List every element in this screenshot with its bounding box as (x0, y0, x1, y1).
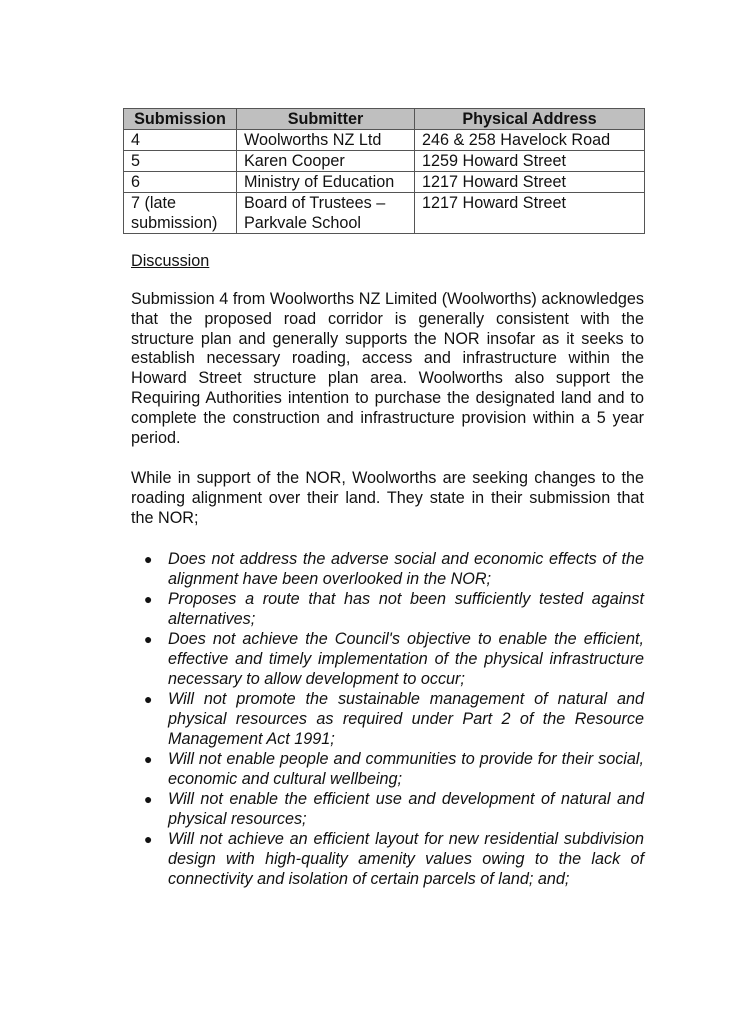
column-header-submission: Submission (124, 109, 237, 130)
list-item (131, 589, 644, 629)
list-item (131, 789, 644, 829)
address-cell: 1259 Howard Street (415, 151, 645, 172)
discussion-paragraph: While in support of the NOR, Woolworths are seeking changes to the roading alignment over their land. They state in their submission that the NOR; (131, 469, 644, 527)
list-item-text: Will not achieve an efficient layout for new residential subdivision design with high-quality amenity values owing to the lack of connectivity and isolation of certain parcels of land; and; (168, 830, 644, 888)
address-cell: 246 & 258 Havelock Road (415, 130, 645, 151)
address-cell: 1217 Howard Street (415, 172, 645, 193)
list-item (131, 829, 644, 889)
submission-number-cell: 6 (124, 172, 237, 193)
list-item (131, 749, 644, 789)
discussion-heading: Discussion (131, 252, 210, 270)
submitter-cell: Woolworths NZ Ltd (237, 130, 415, 151)
list-item-text: Proposes a route that has not been sufficiently tested against alternatives; (168, 590, 644, 628)
list-item-text: Does not address the adverse social and economic effects of the alignment have been overlooked in the NOR; (168, 550, 644, 588)
bullet-icon: ● (144, 791, 153, 807)
bullet-icon: ● (144, 591, 153, 607)
submitter-cell: Ministry of Education (237, 172, 415, 193)
list-item-text: Does not achieve the Council's objective to enable the efficient, effective and timely implementation of the physical infrastructure necessary to allow development to occur; (168, 630, 644, 688)
list-item-text: Will not enable people and communities to provide for their social, economic and cultural wellbeing; (168, 750, 644, 788)
bullet-icon: ● (144, 831, 153, 847)
table-row (124, 172, 645, 193)
submission-number-cell: 4 (124, 130, 237, 151)
submission-number-cell: 5 (124, 151, 237, 172)
concerns-list (131, 549, 644, 889)
address-cell: 1217 Howard Street (415, 193, 645, 234)
list-item (131, 629, 644, 689)
list-item-text: Will not promote the sustainable management of natural and physical resources as required under Part 2 of the Resource Management Act 1991; (168, 690, 644, 748)
submission-number-cell: 7 (late submission) (124, 193, 237, 234)
discussion-paragraph: Submission 4 from Woolworths NZ Limited (Woolworths) acknowledges that the proposed road corridor is generally consistent with the structure plan and generally supports the NOR insofar as it seeks to establish necessary roading, access and infrastructure within the Howard Street structure plan area. Woolworths also support the Requiring Authorities intention to purchase the designated land and to complete the construction and infrastructure provision within a 5 year period. (131, 290, 644, 447)
submissions-table (123, 108, 645, 234)
list-item-text: Will not enable the efficient use and development of natural and physical resources; (168, 790, 644, 828)
bullet-icon: ● (144, 691, 153, 707)
table-row (124, 151, 645, 172)
bullet-icon: ● (144, 751, 153, 767)
table-header-row (124, 109, 645, 130)
submitter-cell: Karen Cooper (237, 151, 415, 172)
bullet-icon: ● (144, 551, 153, 567)
column-header-physical-address: Physical Address (415, 109, 645, 130)
list-item (131, 549, 644, 589)
table-row (124, 130, 645, 151)
column-header-submitter: Submitter (237, 109, 415, 130)
bullet-icon: ● (144, 631, 153, 647)
submitter-cell: Board of Trustees – Parkvale School (237, 193, 415, 234)
table-row (124, 193, 645, 234)
list-item (131, 689, 644, 749)
